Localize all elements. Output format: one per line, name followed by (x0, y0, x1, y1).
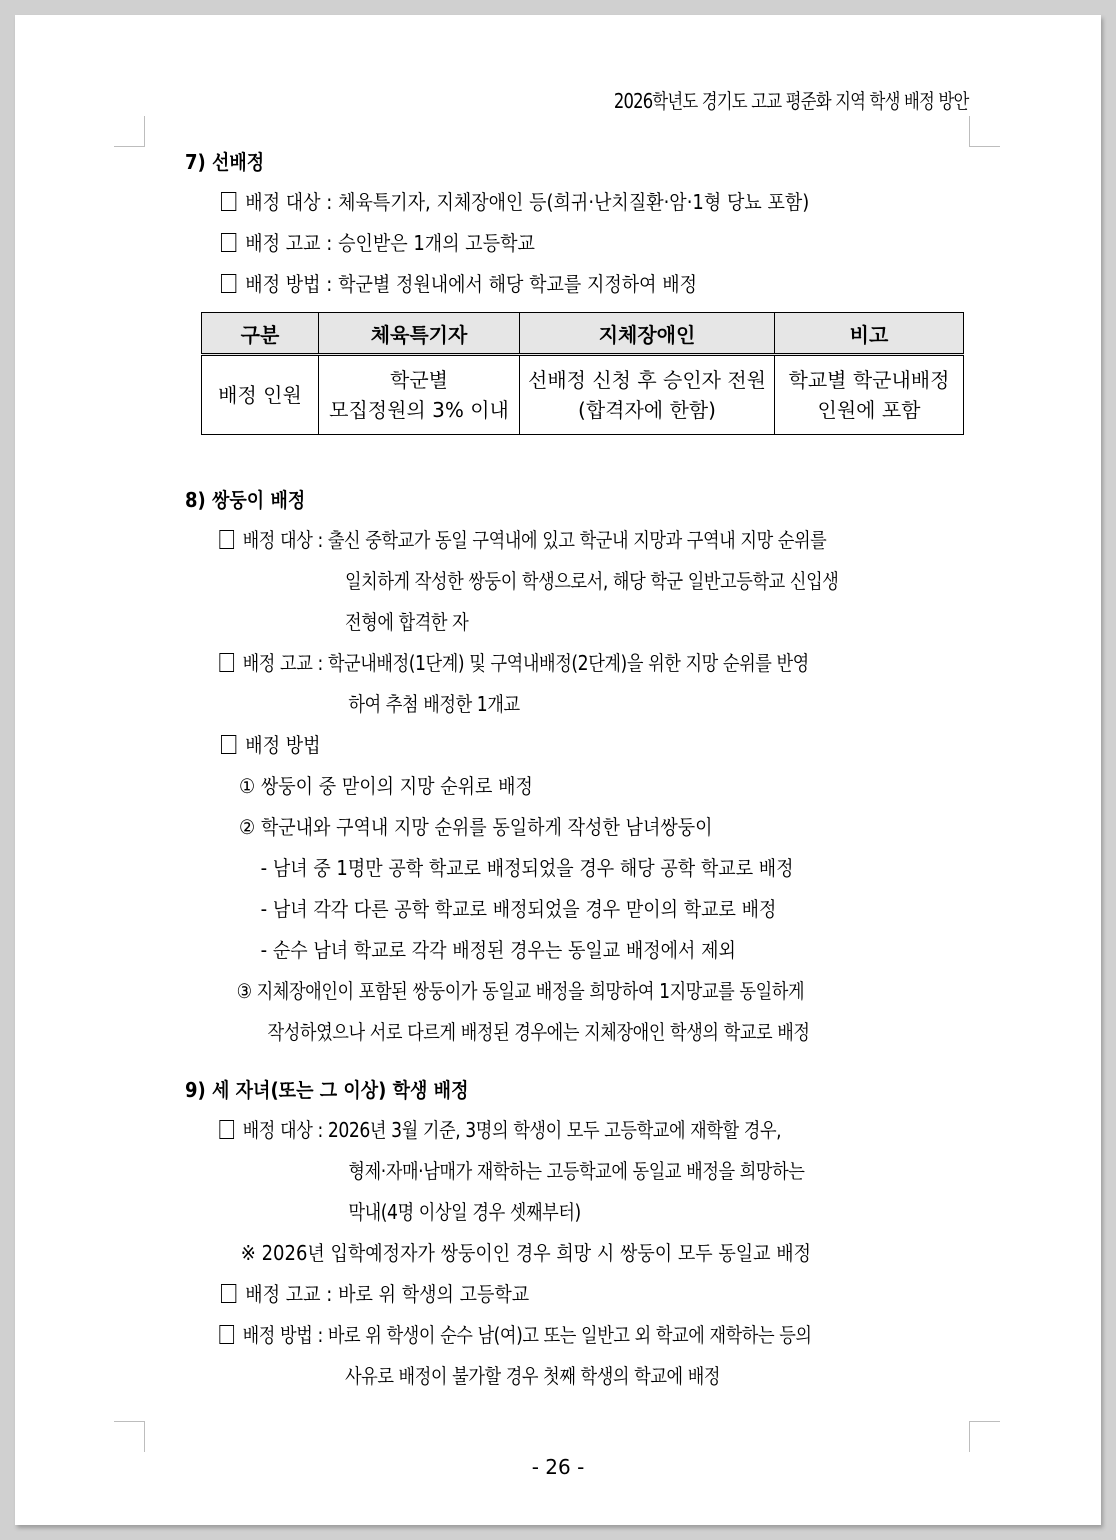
pre-allocation-table (201, 312, 964, 435)
document-page (15, 15, 1101, 1525)
running-header: 2026학년도 경기도 고교 평준화 지역 학생 배정 방안 (613, 89, 968, 113)
table-cell: 배정 인원 (202, 355, 319, 435)
table-cell: 선배정 신청 후 승인자 전원 (합격자에 한함) (520, 355, 775, 435)
table-header: 체육특기자 (319, 313, 520, 355)
table-header: 지체장애인 (520, 313, 775, 355)
section-9 (185, 1070, 975, 1397)
s7-method: 배정 방법 : 학군별 정원내에서 해당 학교를 지정하여 배정 (185, 264, 896, 305)
s9-school: 배정 고교 : 바로 위 학생의 고등학교 (185, 1274, 896, 1315)
crop-mark-bottom-right (969, 1421, 1000, 1452)
s8-school: 배정 고교 : 학군내배정(1단계) 및 구역내배정(2단계)을 위한 지망 순위를 반영 (185, 643, 864, 684)
s8-target-cont: 일치하게 작성한 쌍둥이 학생으로서, 해당 학군 일반고등학교 신입생 (344, 569, 839, 593)
s7-target: 배정 대상 : 체육특기자, 지체장애인 등(희귀·난치질환·암·1형 당뇨 포함) (185, 182, 896, 223)
page-number: - 26 - (531, 1455, 585, 1479)
checkbox-square-icon (219, 1325, 234, 1344)
s9-target: 배정 대상 : 2026년 3월 기준, 3명의 학생이 모두 고등학교에 재학할 경우, (185, 1110, 864, 1151)
checkbox-square-icon (219, 530, 234, 549)
s8-school-cont: 하여 추첨 배정한 1개교 (348, 692, 520, 716)
s8-target-cont: 전형에 합격한 자 (344, 610, 469, 634)
checkbox-square-icon (221, 735, 236, 754)
table-header: 비고 (775, 313, 964, 355)
crop-mark-bottom-left (114, 1421, 145, 1452)
page-content (185, 142, 975, 305)
s9-method-cont: 사유로 배정이 불가할 경우 첫째 학생의 학교에 배정 (344, 1364, 721, 1388)
table-cell: 학교별 학군내배정 인원에 포함 (775, 355, 964, 435)
section-7-title: 7) 선배정 (185, 150, 265, 174)
table-cell: 학군별 모집정원의 3% 이내 (319, 355, 520, 435)
checkbox-square-icon (221, 274, 236, 293)
section-8-title: 8) 쌍둥이 배정 (185, 488, 306, 512)
s9-note: ※ 2026년 입학예정자가 쌍둥이인 경우 희망 시 쌍둥이 모두 동일교 배정 (240, 1241, 812, 1265)
s8-step-2-sub: - 순수 남녀 학교로 각각 배정된 경우는 동일교 배정에서 제외 (260, 938, 736, 962)
table-row (202, 355, 964, 435)
s9-target-cont: 형제·자매·남매가 재학하는 고등학교에 동일교 배정을 희망하는 (348, 1159, 805, 1183)
s7-school: 배정 고교 : 승인받은 1개의 고등학교 (185, 223, 896, 264)
s9-target-cont: 막내(4명 이상일 경우 셋째부터) (348, 1200, 581, 1224)
s8-step-2: ② 학군내와 구역내 지망 순위를 동일하게 작성한 남녀쌍둥이 (239, 815, 713, 839)
s9-method: 배정 방법 : 바로 위 학생이 순수 남(여)고 또는 일반고 외 학교에 재학하는 등의 (185, 1315, 864, 1356)
checkbox-square-icon (221, 1284, 236, 1303)
checkbox-square-icon (219, 653, 234, 672)
table-header: 구분 (202, 313, 319, 355)
checkbox-square-icon (219, 1120, 234, 1139)
s8-step-3: ③ 지체장애인이 포함된 쌍둥이가 동일교 배정을 희망하여 1지망교를 동일하게 (236, 979, 805, 1003)
checkbox-square-icon (221, 192, 236, 211)
s8-step-2-sub: - 남녀 각각 다른 공학 학교로 배정되었을 경우 맏이의 학교로 배정 (260, 897, 777, 921)
s8-target: 배정 대상 : 출신 중학교가 동일 구역내에 있고 학군내 지망과 구역내 지망 순위를 (185, 520, 864, 561)
s8-method: 배정 방법 (185, 725, 896, 766)
crop-mark-top-left (114, 116, 145, 147)
section-9-title: 9) 세 자녀(또는 그 이상) 학생 배정 (185, 1078, 469, 1102)
s8-step-3-cont: 작성하였으나 서로 다르게 배정된 경우에는 지체장애인 학생의 학교로 배정 (267, 1020, 810, 1044)
s8-step-1: ① 쌍둥이 중 맏이의 지망 순위로 배정 (239, 774, 533, 798)
section-8 (185, 480, 975, 1053)
checkbox-square-icon (221, 233, 236, 252)
s8-step-2-sub: - 남녀 중 1명만 공학 학교로 배정되었을 경우 해당 공학 학교로 배정 (260, 856, 794, 880)
